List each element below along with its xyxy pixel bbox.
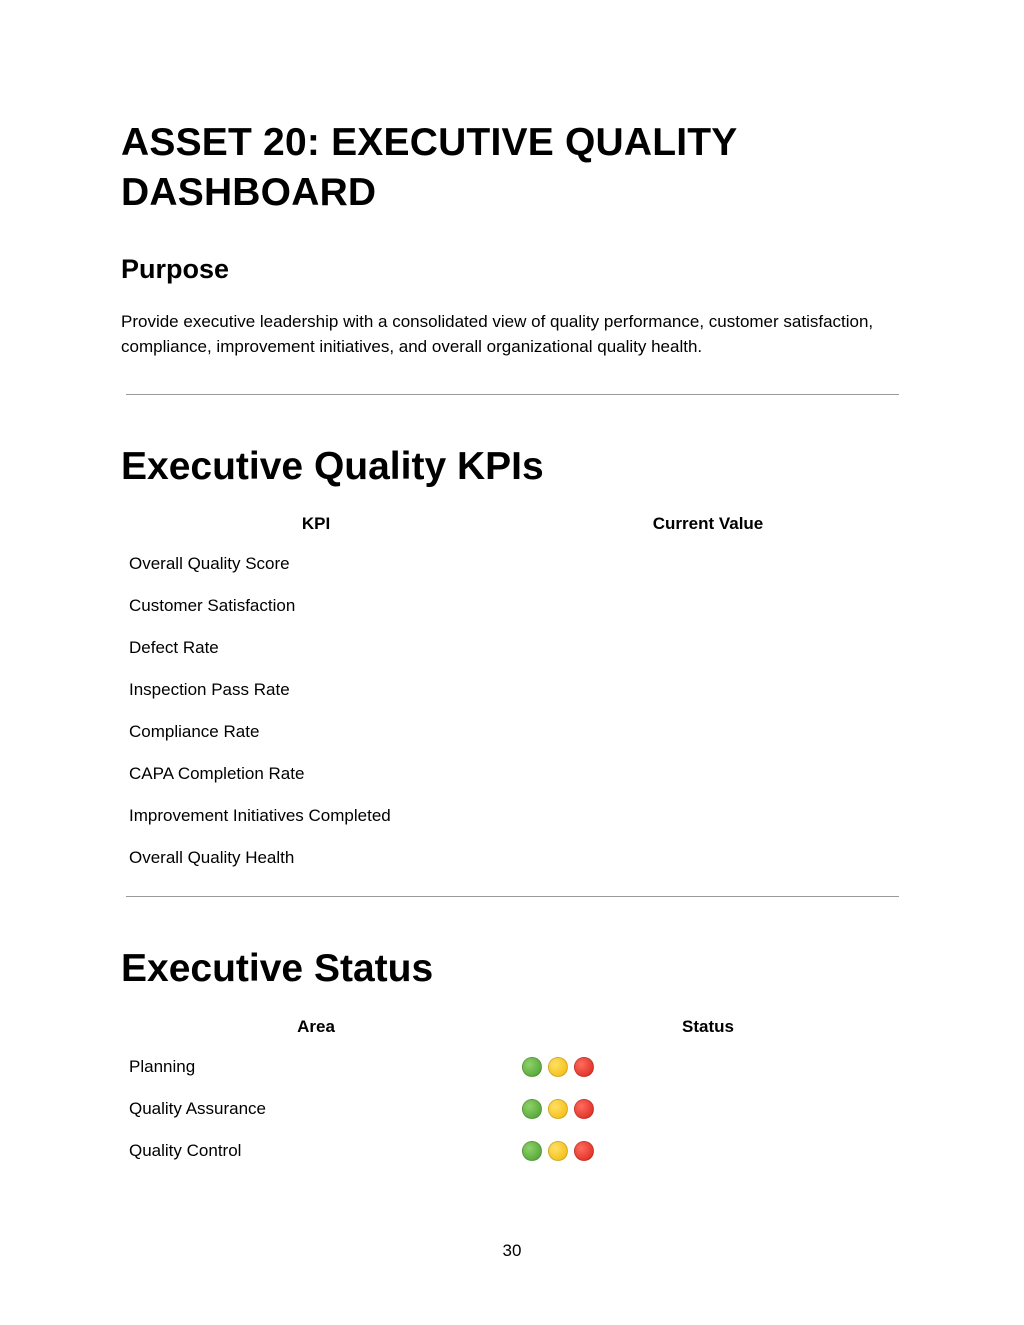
table-row [121,594,903,636]
kpis-heading: Executive Quality KPIs [121,445,544,488]
kpi-name: Customer Satisfaction [129,596,296,615]
table-row [121,678,903,720]
red-circle-icon [574,1141,594,1161]
kpi-name: Compliance Rate [129,722,260,741]
status-table-header [121,1015,903,1055]
table-row [121,804,903,846]
section-divider [126,896,899,897]
kpi-name: CAPA Completion Rate [129,764,305,783]
kpi-column-header: KPI [301,514,331,533]
current-value-column-header: Current Value [652,514,764,533]
page-number: 30 [502,1241,522,1260]
purpose-text: Provide executive leadership with a consolidated view of quality performance, customer satisfaction, compliance, improvement initiatives, and overall organizational quality health. [121,312,874,356]
table-row [121,1097,903,1139]
table-row [121,1139,903,1181]
kpi-name: Inspection Pass Rate [129,680,290,699]
status-column-header: Status [682,1017,734,1036]
red-circle-icon [574,1099,594,1119]
area-name: Quality Assurance [129,1099,267,1118]
green-circle-icon [522,1099,542,1119]
table-row [121,720,903,762]
kpi-name: Defect Rate [129,638,219,657]
table-row [121,762,903,804]
kpi-name: Overall Quality Score [129,554,290,573]
kpi-table [121,512,903,888]
table-row [121,846,903,888]
yellow-circle-icon [548,1057,568,1077]
yellow-circle-icon [548,1099,568,1119]
kpi-table-header [121,512,903,552]
table-row [121,552,903,594]
area-column-header: Area [297,1017,335,1036]
red-circle-icon [574,1057,594,1077]
area-name: Quality Control [129,1141,242,1160]
green-circle-icon [522,1057,542,1077]
status-indicators [522,1055,594,1079]
section-divider [126,394,899,395]
green-circle-icon [522,1141,542,1161]
kpi-name: Overall Quality Health [129,848,295,867]
purpose-heading: Purpose [121,254,230,284]
status-table [121,1015,903,1181]
area-name: Planning [129,1057,196,1076]
status-indicators [522,1139,594,1163]
status-indicators [522,1097,594,1121]
yellow-circle-icon [548,1141,568,1161]
table-row [121,636,903,678]
kpi-name: Improvement Initiatives Completed [129,806,391,825]
document-title: ASSET 20: EXECUTIVE QUALITY DASHBOARD [121,121,737,214]
status-heading: Executive Status [121,947,434,990]
table-row [121,1055,903,1097]
